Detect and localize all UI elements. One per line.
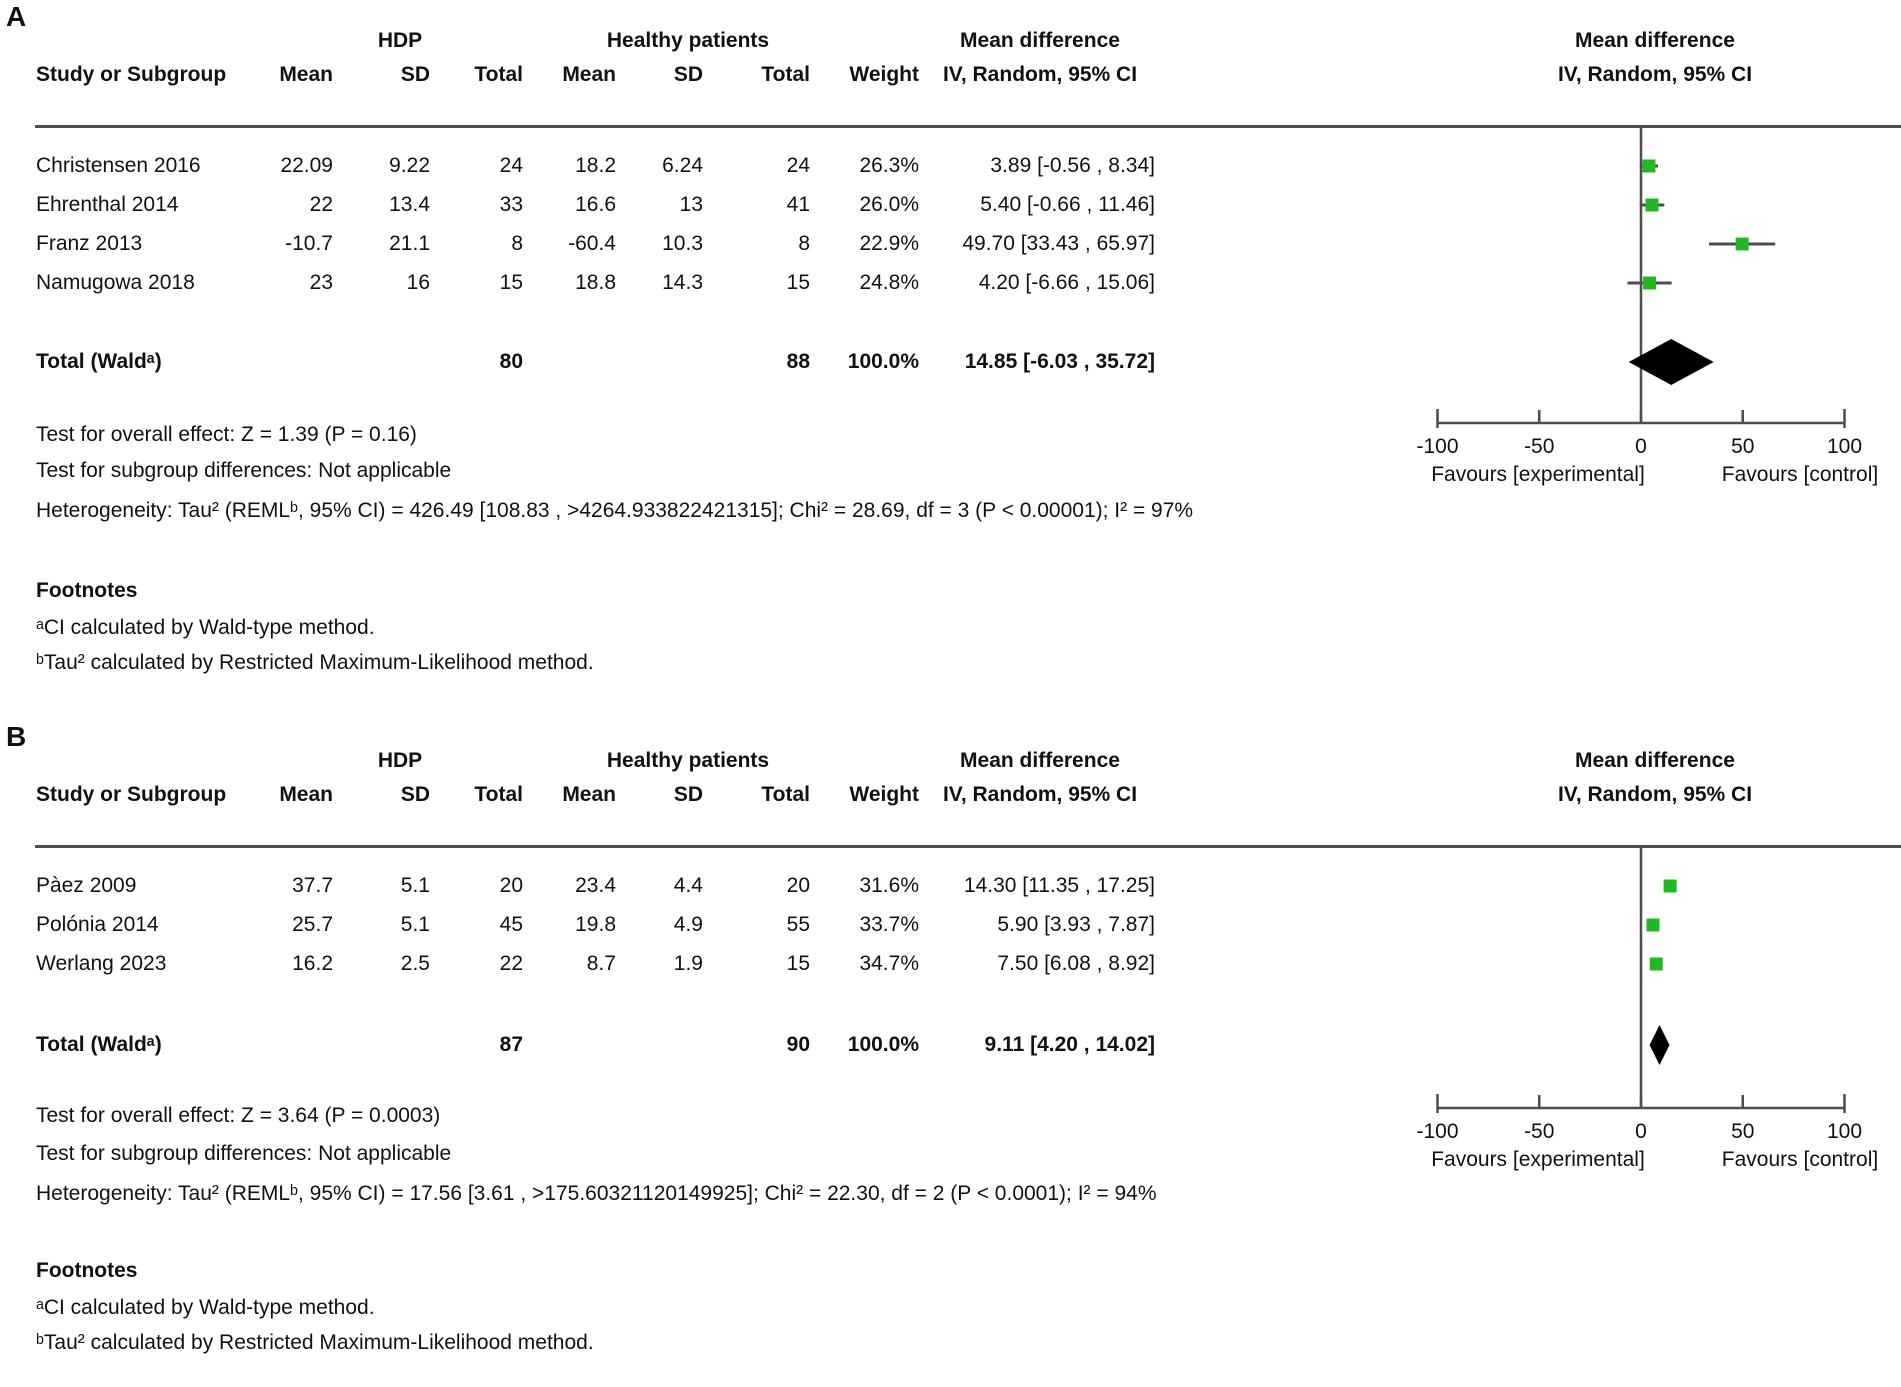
md-text-column-title: Mean difference xyxy=(960,749,1120,772)
study-marker xyxy=(1647,919,1660,932)
row-total1: 15 xyxy=(499,271,523,294)
axis-tick-label: -50 xyxy=(1524,435,1555,458)
row-mean2: 19.8 xyxy=(575,913,616,936)
row-sd2: 14.3 xyxy=(662,271,703,294)
footnotes-title: Footnotes xyxy=(36,579,138,602)
row-ci: 3.89 [-0.56 , 8.34] xyxy=(990,154,1155,177)
row-total1: 45 xyxy=(499,913,523,936)
col-header-hdp-sd: SD xyxy=(400,63,430,86)
heterogeneity-stats: Heterogeneity: Tau² (REMLᵇ, 95% CI) = 17.56 [3.61 , >175.60321120149925]; Chi² = 22.30, df = 2 (P < 0.0001); I² = 94% xyxy=(36,1182,1157,1205)
col-header-study: Study or Subgroup xyxy=(36,63,227,86)
heterogeneity-stats: Heterogeneity: Tau² (REMLᵇ, 95% CI) = 426.49 [108.83 , >4264.933822421315]; Chi² = 28.69, df = 3 (P < 0.00001); I² = 97% xyxy=(36,499,1194,522)
total-ci: 14.85 [-6.03 , 35.72] xyxy=(964,350,1155,373)
axis-tick-label: 100 xyxy=(1826,435,1863,458)
axis-tick-label: -100 xyxy=(1416,435,1459,458)
col-header-hdp-mean: Mean xyxy=(279,63,333,86)
row-mean1: 22.09 xyxy=(280,154,333,177)
row-sd1: 9.22 xyxy=(389,154,430,177)
axis-tick-label: 50 xyxy=(1731,1120,1755,1143)
row-total2: 55 xyxy=(786,913,810,936)
row-total2: 15 xyxy=(786,271,810,294)
row-ci: 5.40 [-0.66 , 11.46] xyxy=(980,193,1155,216)
study-marker xyxy=(1645,199,1658,212)
row-sd2: 6.24 xyxy=(662,154,703,177)
footnote-b: ᵇTau² calculated by Restricted Maximum-Likelihood method. xyxy=(36,1331,594,1354)
study-marker xyxy=(1736,238,1749,251)
col-header-weight: Weight xyxy=(849,63,919,86)
col-header-healthy-sd: SD xyxy=(673,783,703,806)
overall-effect-test: Test for overall effect: Z = 3.64 (P = 0.0003) xyxy=(36,1104,441,1127)
col-header-md-plot: IV, Random, 95% CI xyxy=(1557,783,1753,806)
col-header-healthy-total: Total xyxy=(761,63,810,86)
row-total1: 24 xyxy=(499,154,523,177)
row-total1: 20 xyxy=(499,874,523,897)
col-header-healthy-mean: Mean xyxy=(562,783,616,806)
favours-right-label: Favours [control] xyxy=(1721,1148,1879,1171)
col-header-hdp-sd: SD xyxy=(400,783,430,806)
row-weight: 26.3% xyxy=(859,154,919,177)
row-mean1: 22 xyxy=(309,193,333,216)
row-weight: 26.0% xyxy=(859,193,919,216)
total-hdp-n: 80 xyxy=(499,350,523,373)
row-mean1: 16.2 xyxy=(292,952,333,975)
row-mean2: 23.4 xyxy=(575,874,616,897)
total-weight: 100.0% xyxy=(847,1033,919,1056)
row-study: Polónia 2014 xyxy=(36,913,159,936)
row-ci: 4.20 [-6.66 , 15.06] xyxy=(978,271,1155,294)
row-study: Pàez 2009 xyxy=(36,874,137,897)
md-plot-column-title: Mean difference xyxy=(1575,29,1735,52)
row-weight: 34.7% xyxy=(859,952,919,975)
total-healthy-n: 88 xyxy=(786,350,810,373)
row-sd1: 5.1 xyxy=(400,874,430,897)
row-total1: 33 xyxy=(499,193,523,216)
col-header-study: Study or Subgroup xyxy=(36,783,227,806)
row-mean2: 16.6 xyxy=(575,193,616,216)
col-header-md-text: IV, Random, 95% CI xyxy=(942,783,1138,806)
row-ci: 7.50 [6.08 , 8.92] xyxy=(997,952,1155,975)
row-weight: 31.6% xyxy=(859,874,919,897)
group-header-healthy: Healthy patients xyxy=(606,29,770,52)
row-total2: 41 xyxy=(786,193,810,216)
axis-tick-label: 100 xyxy=(1826,1120,1863,1143)
row-total2: 24 xyxy=(786,154,810,177)
col-header-md-plot: IV, Random, 95% CI xyxy=(1557,63,1753,86)
axis-tick-label: 0 xyxy=(1635,435,1647,458)
row-ci: 5.90 [3.93 , 7.87] xyxy=(997,913,1155,936)
row-total2: 20 xyxy=(786,874,810,897)
col-header-healthy-total: Total xyxy=(761,783,810,806)
row-sd2: 1.9 xyxy=(673,952,703,975)
study-marker xyxy=(1664,880,1677,893)
favours-left-label: Favours [experimental] xyxy=(1431,1148,1645,1171)
group-header-hdp: HDP xyxy=(377,749,423,772)
group-header-healthy: Healthy patients xyxy=(606,749,770,772)
favours-left-label: Favours [experimental] xyxy=(1431,463,1645,486)
col-header-healthy-sd: SD xyxy=(673,63,703,86)
col-header-md-text: IV, Random, 95% CI xyxy=(942,63,1138,86)
row-study: Namugowa 2018 xyxy=(36,271,195,294)
row-weight: 22.9% xyxy=(859,232,919,255)
total-weight: 100.0% xyxy=(847,350,919,373)
row-total2: 15 xyxy=(786,952,810,975)
col-header-healthy-mean: Mean xyxy=(562,63,616,86)
row-study: Werlang 2023 xyxy=(36,952,167,975)
study-marker xyxy=(1642,160,1655,173)
md-plot-column-title: Mean difference xyxy=(1575,749,1735,772)
row-total1: 22 xyxy=(499,952,523,975)
total-label: Total (Waldᵃ) xyxy=(36,1033,162,1056)
study-marker xyxy=(1643,277,1656,290)
forest-plot-canvas-b xyxy=(0,720,1901,1387)
footnote-a: ᵃCI calculated by Wald-type method. xyxy=(36,616,375,639)
total-label: Total (Waldᵃ) xyxy=(36,350,162,373)
row-sd1: 5.1 xyxy=(400,913,430,936)
subgroup-differences-test: Test for subgroup differences: Not applicable xyxy=(36,459,452,482)
row-mean1: 37.7 xyxy=(292,874,333,897)
row-mean1: 23 xyxy=(309,271,333,294)
axis-tick-label: 0 xyxy=(1635,1120,1647,1143)
row-ci: 49.70 [33.43 , 65.97] xyxy=(962,232,1155,255)
study-marker xyxy=(1650,958,1663,971)
row-sd1: 21.1 xyxy=(389,232,430,255)
footnotes-title: Footnotes xyxy=(36,1259,138,1282)
row-weight: 24.8% xyxy=(859,271,919,294)
total-hdp-n: 87 xyxy=(499,1033,523,1056)
row-sd2: 10.3 xyxy=(662,232,703,255)
favours-right-label: Favours [control] xyxy=(1721,463,1879,486)
row-weight: 33.7% xyxy=(859,913,919,936)
row-mean1: 25.7 xyxy=(292,913,333,936)
row-total1: 8 xyxy=(511,232,523,255)
panel-label: A xyxy=(6,1,27,32)
col-header-hdp-mean: Mean xyxy=(279,783,333,806)
col-header-hdp-total: Total xyxy=(474,63,523,86)
row-total2: 8 xyxy=(798,232,810,255)
overall-effect-test: Test for overall effect: Z = 1.39 (P = 0.16) xyxy=(36,423,417,446)
row-mean2: 18.8 xyxy=(575,271,616,294)
group-header-hdp: HDP xyxy=(377,29,423,52)
row-sd2: 4.4 xyxy=(673,874,703,897)
row-ci: 14.30 [11.35 , 17.25] xyxy=(963,874,1155,897)
row-sd2: 4.9 xyxy=(673,913,703,936)
row-mean2: -60.4 xyxy=(568,232,616,255)
footnote-a: ᵃCI calculated by Wald-type method. xyxy=(36,1296,375,1319)
axis-tick-label: -100 xyxy=(1416,1120,1459,1143)
row-mean2: 8.7 xyxy=(586,952,616,975)
summary-diamond xyxy=(1650,1025,1670,1065)
axis-tick-label: 50 xyxy=(1731,435,1755,458)
axis-tick-label: -50 xyxy=(1524,1120,1555,1143)
total-healthy-n: 90 xyxy=(786,1033,810,1056)
row-study: Franz 2013 xyxy=(36,232,143,255)
forest-panel-b xyxy=(0,720,1901,1387)
row-sd2: 13 xyxy=(679,193,703,216)
footnote-b: ᵇTau² calculated by Restricted Maximum-Likelihood method. xyxy=(36,651,594,674)
row-mean2: 18.2 xyxy=(575,154,616,177)
panel-label: B xyxy=(6,721,27,752)
row-study: Christensen 2016 xyxy=(36,154,201,177)
subgroup-differences-test: Test for subgroup differences: Not applicable xyxy=(36,1142,452,1165)
row-sd1: 16 xyxy=(406,271,430,294)
total-ci: 9.11 [4.20 , 14.02] xyxy=(984,1033,1155,1056)
md-text-column-title: Mean difference xyxy=(960,29,1120,52)
col-header-hdp-total: Total xyxy=(474,783,523,806)
col-header-weight: Weight xyxy=(849,783,919,806)
row-sd1: 13.4 xyxy=(389,193,430,216)
row-study: Ehrenthal 2014 xyxy=(36,193,179,216)
row-sd1: 2.5 xyxy=(400,952,430,975)
row-mean1: -10.7 xyxy=(285,232,333,255)
